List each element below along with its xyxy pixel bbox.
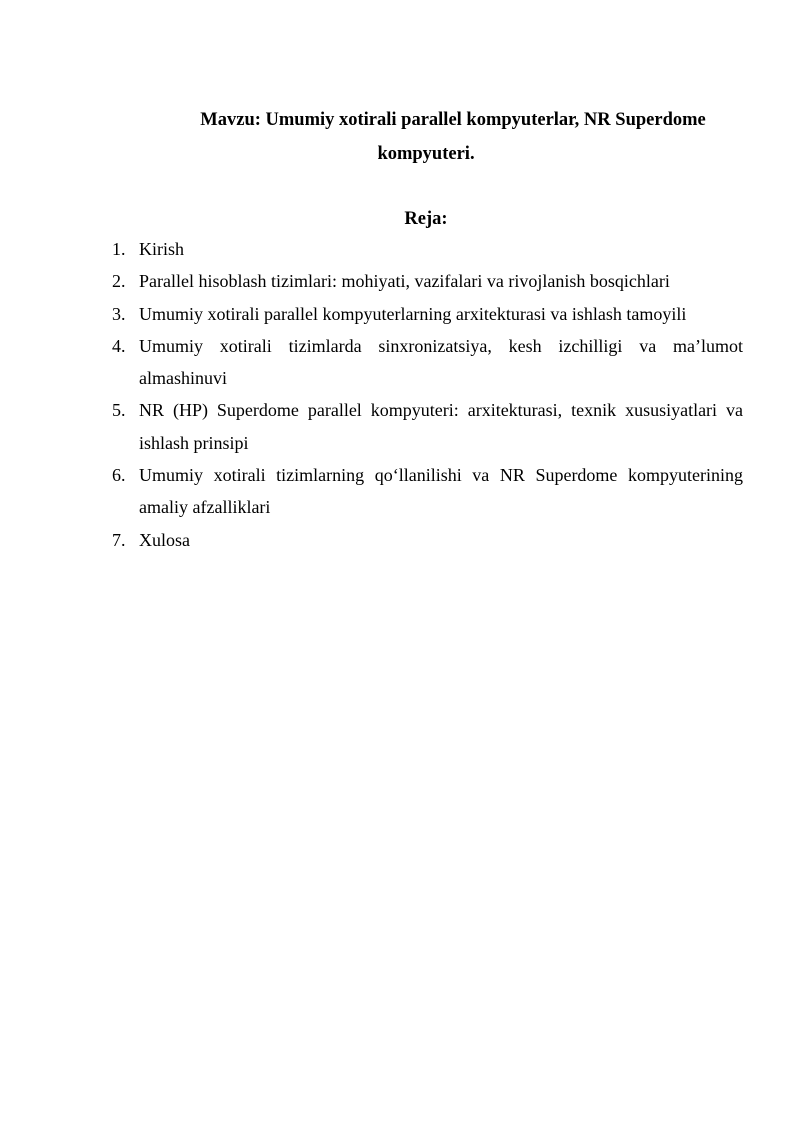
plan-item-number: 1. — [112, 239, 126, 259]
plan-item-text-line: amaliy afzalliklari — [139, 497, 271, 518]
plan-item-number: 4. — [112, 335, 126, 356]
plan-item-number: 3. — [112, 303, 126, 324]
plan-item-number: 2. — [112, 271, 126, 292]
plan-item-4 — [112, 330, 743, 395]
plan-item-text-line: ishlash prinsipi — [139, 432, 249, 453]
plan-item-2 — [112, 265, 743, 297]
plan-item-text-line: Umumiy xotirali tizimlarning qo‘llanilishi va NR Superdome kompyuterining — [139, 465, 743, 486]
plan-item-text-line: NR (HP) Superdome parallel kompyuteri: arxitekturasi, texnik xususiyatlari va — [139, 400, 743, 421]
plan-item-text-line: Umumiy xotirali tizimlarda sinxronizatsiya, kesh izchilligi va ma’lumot — [139, 335, 743, 356]
document-title-line-1: Mavzu: Umumiy xotirali parallel kompyuterlar, NR Superdome — [200, 110, 706, 130]
plan-item-text-line: Umumiy xotirali parallel kompyuterlarning arxitekturasi va ishlash tamoyili — [139, 303, 687, 324]
plan-item-number: 6. — [112, 465, 126, 486]
plan-item-6 — [112, 459, 743, 524]
plan-item-number: 5. — [112, 400, 126, 421]
plan-item-1 — [112, 233, 743, 265]
plan-heading: Reja: — [404, 209, 448, 229]
plan-item-3 — [112, 298, 743, 330]
plan-item-7 — [112, 524, 743, 556]
document-title-line-2: kompyuteri. — [377, 144, 475, 164]
plan-item-number: 7. — [112, 529, 126, 550]
plan-item-text-line: Xulosa — [139, 529, 190, 550]
plan-item-text-line: Kirish — [139, 239, 184, 259]
plan-item-5 — [112, 394, 743, 459]
plan-item-text-line: almashinuvi — [139, 368, 227, 389]
plan-list — [112, 233, 743, 556]
plan-item-text-line: Parallel hisoblash tizimlari: mohiyati, vazifalari va rivojlanish bosqichlari — [139, 271, 670, 292]
